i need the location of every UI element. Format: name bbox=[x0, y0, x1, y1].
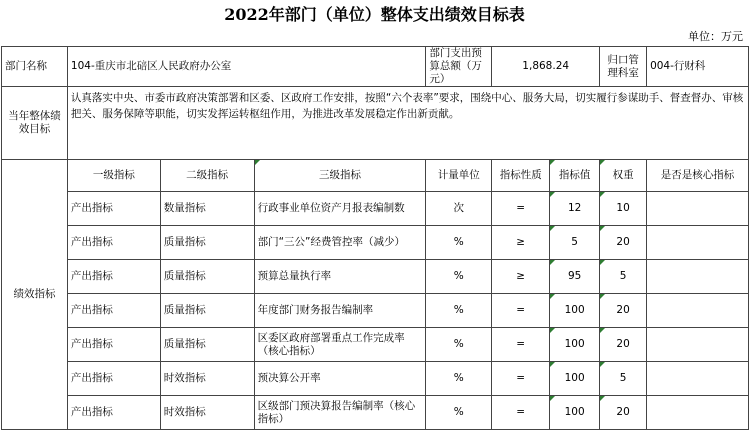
table-row bbox=[2, 260, 749, 294]
cell-weight: 20 bbox=[600, 328, 647, 362]
perf-label: 绩效指标 bbox=[2, 160, 68, 430]
budget-value: 1,868.24 bbox=[492, 47, 600, 87]
cell-level2: 质量指标 bbox=[160, 226, 254, 260]
goal-label: 当年整体绩效目标 bbox=[2, 87, 68, 160]
cell-value: 100 bbox=[550, 294, 600, 328]
header-weight: 权重 bbox=[600, 160, 647, 192]
table-row bbox=[2, 192, 749, 226]
cell-level1: 产出指标 bbox=[67, 294, 160, 328]
office-label: 归口管理科室 bbox=[600, 47, 647, 87]
cell-value: 95 bbox=[550, 260, 600, 294]
dept-name-label: 部门名称 bbox=[2, 47, 68, 87]
cell-level3: 预决算公开率 bbox=[254, 362, 426, 396]
goal-row bbox=[2, 87, 749, 160]
cell-core bbox=[647, 328, 749, 362]
office-value: 004-行财科 bbox=[647, 47, 749, 87]
cell-weight: 5 bbox=[600, 362, 647, 396]
cell-value: 100 bbox=[550, 362, 600, 396]
header-nature: 指标性质 bbox=[492, 160, 550, 192]
header-core: 是否是核心指标 bbox=[647, 160, 749, 192]
table-row bbox=[2, 328, 749, 362]
cell-level3: 预算总量执行率 bbox=[254, 260, 426, 294]
cell-nature: = bbox=[492, 396, 550, 430]
cell-weight: 10 bbox=[600, 192, 647, 226]
table-row bbox=[2, 362, 749, 396]
cell-level2: 时效指标 bbox=[160, 396, 254, 430]
cell-level3: 年度部门财务报告编制率 bbox=[254, 294, 426, 328]
cell-level2: 数量指标 bbox=[160, 192, 254, 226]
cell-unit: 次 bbox=[426, 192, 492, 226]
dept-row bbox=[2, 47, 749, 87]
cell-unit: % bbox=[426, 328, 492, 362]
cell-unit: % bbox=[426, 362, 492, 396]
cell-core bbox=[647, 362, 749, 396]
cell-weight: 20 bbox=[600, 396, 647, 430]
cell-nature: = bbox=[492, 192, 550, 226]
cell-unit: % bbox=[426, 260, 492, 294]
cell-core bbox=[647, 192, 749, 226]
table-title: 2022年部门（单位）整体支出绩效目标表 bbox=[224, 5, 525, 24]
cell-value: 5 bbox=[550, 226, 600, 260]
unit-label: 单位：万元 bbox=[688, 30, 743, 43]
cell-level3: 部门“三公”经费管控率（减少） bbox=[254, 226, 426, 260]
header-value: 指标值 bbox=[550, 160, 600, 192]
cell-level1: 产出指标 bbox=[67, 226, 160, 260]
cell-value: 100 bbox=[550, 328, 600, 362]
header-level1: 一级指标 bbox=[67, 160, 160, 192]
table-row bbox=[2, 226, 749, 260]
cell-core bbox=[647, 396, 749, 430]
cell-value: 100 bbox=[550, 396, 600, 430]
cell-core bbox=[647, 260, 749, 294]
cell-nature: ≥ bbox=[492, 226, 550, 260]
cell-nature: = bbox=[492, 362, 550, 396]
goal-text: 认真落实中央、市委市政府决策部署和区委、区政府工作安排，按照“六个表率”要求，围绕中心、服务大局，切实履行参谋助手、督查督办、审核把关、服务保障等职能，切实发挥运转枢纽作用，为推进改革发展稳定作出新贡献。 bbox=[67, 87, 748, 160]
table-row bbox=[2, 396, 749, 430]
cell-weight: 20 bbox=[600, 226, 647, 260]
table-row bbox=[2, 294, 749, 328]
indicator-header-row bbox=[2, 160, 749, 192]
cell-level2: 时效指标 bbox=[160, 362, 254, 396]
cell-level1: 产出指标 bbox=[67, 260, 160, 294]
budget-label: 部门支出预算总额（万元） bbox=[426, 47, 492, 87]
cell-level2: 质量指标 bbox=[160, 328, 254, 362]
cell-level3: 行政事业单位资产月报表编制数 bbox=[254, 192, 426, 226]
cell-core bbox=[647, 226, 749, 260]
header-level2: 二级指标 bbox=[160, 160, 254, 192]
cell-level2: 质量指标 bbox=[160, 260, 254, 294]
performance-table bbox=[1, 46, 749, 430]
cell-unit: % bbox=[426, 396, 492, 430]
cell-nature: ≥ bbox=[492, 260, 550, 294]
cell-level3: 区委区政府部署重点工作完成率（核心指标） bbox=[254, 328, 426, 362]
dept-name-value: 104-重庆市北碚区人民政府办公室 bbox=[67, 47, 425, 87]
cell-level1: 产出指标 bbox=[67, 328, 160, 362]
cell-weight: 20 bbox=[600, 294, 647, 328]
cell-weight: 5 bbox=[600, 260, 647, 294]
cell-level2: 质量指标 bbox=[160, 294, 254, 328]
cell-nature: = bbox=[492, 294, 550, 328]
cell-level1: 产出指标 bbox=[67, 396, 160, 430]
cell-unit: % bbox=[426, 294, 492, 328]
cell-core bbox=[647, 294, 749, 328]
cell-unit: % bbox=[426, 226, 492, 260]
cell-nature: = bbox=[492, 328, 550, 362]
cell-level1: 产出指标 bbox=[67, 362, 160, 396]
cell-level1: 产出指标 bbox=[67, 192, 160, 226]
header-level3: 三级指标 bbox=[254, 160, 426, 192]
cell-value: 12 bbox=[550, 192, 600, 226]
cell-level3: 区级部门预决算报告编制率（核心指标） bbox=[254, 396, 426, 430]
header-unit: 计量单位 bbox=[426, 160, 492, 192]
